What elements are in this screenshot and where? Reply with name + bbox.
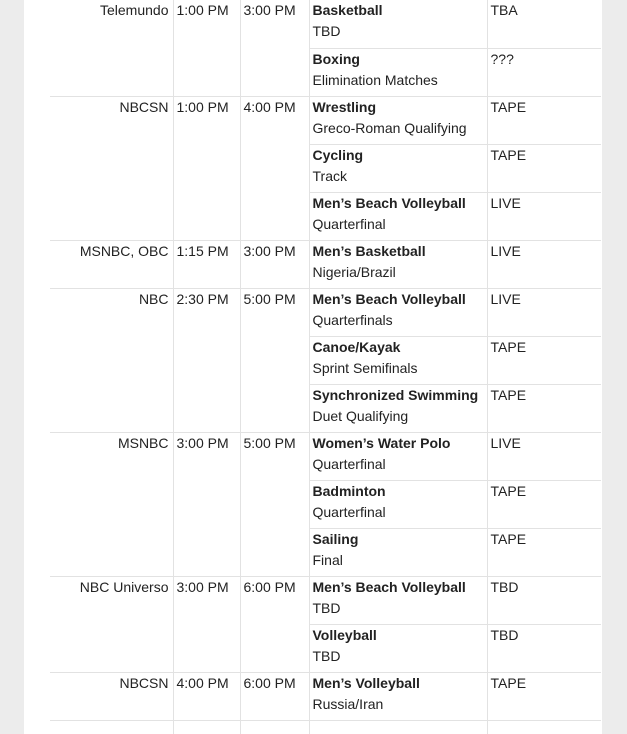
- event-sport: Volleyball: [312, 626, 377, 643]
- table-row: [50, 0, 601, 48]
- network-cell: NBC: [50, 288, 173, 432]
- event-sport: Men’s Beach Volleyball: [312, 194, 466, 211]
- event-cell: [309, 576, 487, 624]
- status-cell: TAPE: [487, 336, 601, 384]
- event-detail: Quarterfinal: [312, 455, 386, 472]
- event-cell: [309, 384, 487, 432]
- event-detail: Sprint Semifinals: [312, 359, 418, 376]
- status-cell: LIVE: [487, 240, 601, 288]
- end-time-cell: 5:00 PM: [240, 288, 309, 432]
- event-detail: Nigeria/Brazil: [312, 263, 396, 280]
- event-cell: [309, 336, 487, 384]
- table-row: [50, 720, 601, 734]
- end-time-cell: 5:00 PM: [240, 432, 309, 576]
- event-cell: [309, 528, 487, 576]
- status-cell: TAPE: [487, 144, 601, 192]
- broadcast-schedule-table: [50, 0, 601, 734]
- start-time-cell: 3:00 PM: [173, 432, 240, 576]
- start-time-cell: 1:00 PM: [173, 0, 240, 96]
- status-cell: TAPE: [487, 528, 601, 576]
- event-detail: Track: [312, 167, 347, 184]
- event-detail: Quarterfinal: [312, 503, 386, 520]
- empty-cell: [50, 720, 173, 734]
- event-cell: [309, 144, 487, 192]
- start-time-cell: 4:00 PM: [173, 672, 240, 720]
- empty-cell: [173, 720, 240, 734]
- status-cell: LIVE: [487, 432, 601, 480]
- end-time-cell: 6:00 PM: [240, 672, 309, 720]
- event-detail: TBD: [312, 23, 341, 39]
- network-cell: MSNBC: [50, 432, 173, 576]
- table-row: [50, 576, 601, 624]
- event-sport: Men’s Volleyball: [312, 674, 420, 691]
- start-time-cell: 2:30 PM: [173, 288, 240, 432]
- network-cell: MSNBC, OBC: [50, 240, 173, 288]
- event-detail: Russia/Iran: [312, 695, 384, 712]
- end-time-cell: 3:00 PM: [240, 0, 309, 96]
- event-detail: Quarterfinals: [312, 311, 393, 328]
- empty-cell: [240, 720, 309, 734]
- event-sport: Women’s Water Polo: [312, 434, 451, 451]
- network-cell: Telemundo: [50, 0, 173, 96]
- event-cell: [309, 48, 487, 96]
- table-row: [50, 240, 601, 288]
- empty-cell: [487, 720, 601, 734]
- start-time-cell: 1:15 PM: [173, 240, 240, 288]
- event-sport: Wrestling: [312, 98, 377, 115]
- status-cell: TAPE: [487, 480, 601, 528]
- event-sport: Boxing: [312, 50, 360, 67]
- event-cell: [309, 192, 487, 240]
- status-cell: TBD: [487, 576, 601, 624]
- status-cell: ???: [487, 48, 601, 96]
- table-row: [50, 288, 601, 336]
- event-cell: [309, 480, 487, 528]
- network-cell: NBCSN: [50, 96, 173, 240]
- event-cell: [309, 240, 487, 288]
- event-sport: Canoe/Kayak: [312, 338, 401, 355]
- status-cell: TAPE: [487, 96, 601, 144]
- event-detail: Greco-Roman Qualifying: [312, 119, 467, 136]
- network-cell: NBC Universo: [50, 576, 173, 672]
- event-sport: Men’s Basketball: [312, 242, 426, 259]
- event-sport: Badminton: [312, 482, 386, 499]
- event-detail: Duet Qualifying: [312, 407, 409, 424]
- end-time-cell: 6:00 PM: [240, 576, 309, 672]
- status-cell: LIVE: [487, 288, 601, 336]
- event-cell: [309, 288, 487, 336]
- empty-cell: [309, 720, 487, 734]
- table-row: [50, 432, 601, 480]
- network-cell: NBCSN: [50, 672, 173, 720]
- schedule-body: [50, 0, 601, 734]
- schedule-page: [24, 0, 602, 734]
- start-time-cell: 3:00 PM: [173, 576, 240, 672]
- event-cell: [309, 432, 487, 480]
- event-cell: [309, 0, 487, 48]
- event-sport: Basketball: [312, 2, 383, 18]
- status-cell: TBA: [490, 2, 518, 18]
- event-sport: Synchronized Swimming: [312, 386, 479, 403]
- event-cell: [309, 624, 487, 672]
- start-time-cell: 1:00 PM: [173, 96, 240, 240]
- status-cell: TAPE: [487, 672, 601, 720]
- table-row: [50, 672, 601, 720]
- status-cell: TAPE: [487, 384, 601, 432]
- event-sport: Sailing: [312, 530, 359, 547]
- event-detail: TBD: [312, 599, 341, 616]
- event-detail: TBD: [312, 647, 341, 664]
- status-cell: LIVE: [487, 192, 601, 240]
- event-sport: Men’s Beach Volleyball: [312, 290, 466, 307]
- event-detail: Final: [312, 551, 343, 568]
- event-cell: [309, 672, 487, 720]
- event-detail: Quarterfinal: [312, 215, 386, 232]
- event-sport: Men’s Beach Volleyball: [312, 578, 466, 595]
- event-detail: Elimination Matches: [312, 71, 438, 88]
- status-cell: TBD: [487, 624, 601, 672]
- event-sport: Cycling: [312, 146, 364, 163]
- end-time-cell: 4:00 PM: [240, 96, 309, 240]
- table-row: [50, 96, 601, 144]
- event-cell: [309, 96, 487, 144]
- end-time-cell: 3:00 PM: [240, 240, 309, 288]
